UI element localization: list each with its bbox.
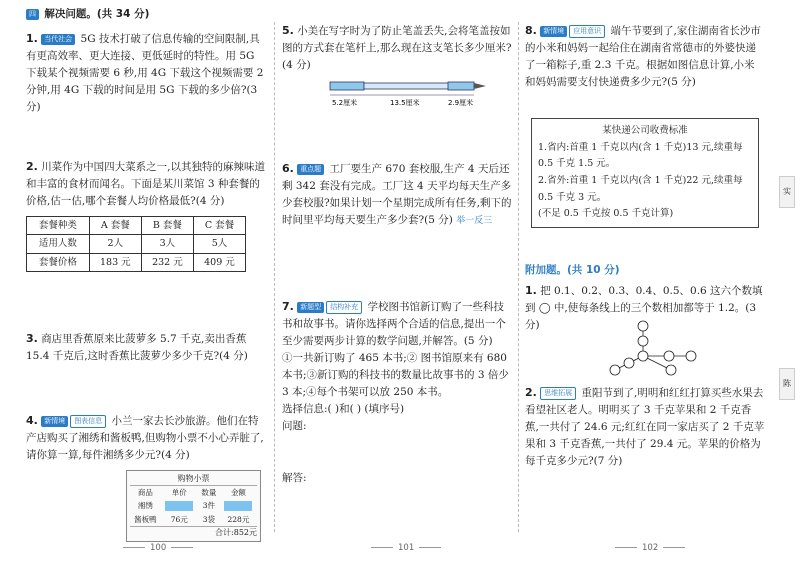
right-page: [525, 0, 765, 566]
blank-circle[interactable]: [664, 351, 674, 361]
length-label: 5.2厘米: [332, 99, 358, 107]
receipt-total: 合计:852元: [130, 526, 257, 539]
info-list: ①一共新订购了 465 本书;② 图书馆原来有 680 本书;③新订购的科技书的数量比故事书的 3 倍少 3 本;④每个书架可以放 250 本书。: [282, 352, 509, 398]
receipt-table: 商品 单价 数量 金额 湘绣 3件 酱板鸭 76元 3袋 228元: [130, 486, 257, 526]
stain-mark: [224, 501, 252, 511]
table-row: 湘绣 3件: [130, 499, 257, 512]
question-text: 小兰一家去长沙旅游。他们在特产店购买了湘绣和酱板鸭,但购物小票不小心弄脏了,请你算一算,每件湘绣多少元?(4 分): [26, 415, 264, 461]
question-text: 学校图书馆新订购了一些科技书和故事书。请你选择两个合适的信息,提出一个至少需要两步计算的数学问题,并解答。(5 分): [282, 301, 506, 347]
shipping-fee-box: [531, 118, 759, 228]
middle-page: [282, 0, 512, 566]
question-tag: 当代社会: [41, 34, 75, 45]
blank-circle[interactable]: [624, 358, 634, 368]
bonus-section-title: 附加题。(共 10 分): [525, 264, 620, 276]
question-3: 3. 商店里香蕉原来比菠萝多 5.7 千克,卖出香蕉 15.4 千克后,这时香蕉比菠萝少多少千克?(4 分): [26, 332, 248, 362]
blank-circle[interactable]: [638, 336, 648, 346]
fee-rule: 2.省外:首重 1 千克以内(含 1 千克)22 元,续重每 0.5 千克 3 元。: [538, 174, 743, 203]
side-tab[interactable]: 实: [779, 176, 795, 208]
practice-link[interactable]: 举一反三: [456, 216, 493, 226]
question-8: 8. 新情境 应用意识 端午节要到了,家住湖南省长沙市的小米和妈妈一起给住在湖南省常德市的外婆快递了一箱粽子,重 2.3 千克。根据如图信息计算,小米和妈妈需要支付快递费多少元?(5 分): [525, 24, 761, 88]
question-tag: 图表信息: [70, 415, 106, 428]
question-4: 4. 新情境 图表信息 小兰一家去长沙旅游。他们在特产店购买了湘绣和酱板鸭,但购物小票不小心弄脏了,请你算一算,每件湘绣多少元?(4 分): [26, 414, 264, 461]
question-5: 5. 小美在写字时为了防止笔盖丢失,会将笔盖按如图的方式套在笔杆上,那么现在这支笔长多少厘米?(4 分): [282, 24, 512, 71]
bonus-question-2: 2. 思维拓展 重阳节到了,明明和红红打算买些水果去看望社区老人。明明买了 3 千克苹果和 2 千克香蕉,一共付了 24.6 元;红红在同一家店买了 2 千克苹果和 3 千克香蕉,一共付了 29.4 元。苹果的价格为每千克多少元?(7 分): [525, 386, 765, 467]
section-heading: [26, 6, 266, 23]
table-row: 适用人数 2人 3人 5人: [27, 235, 246, 253]
pen-cap: [330, 82, 364, 90]
question-text: 川菜作为中国四大菜系之一,以其独特的麻辣味道和丰富的食材而闻名。下面是某川菜馆 3 种套餐的价格,估一估,哪个套餐人均价格最低?(4 分): [26, 161, 266, 207]
table-header: B 套餐: [141, 217, 193, 235]
question-label: 问题:: [282, 420, 307, 432]
section-title: 解决问题。(共 34 分): [44, 8, 150, 20]
question-text: 重阳节到了,明明和红红打算买些水果去看望社区老人。明明买了 3 千克苹果和 2 千克香蕉,一共付了 24.6 元;红红在同一家店买了 2 千克苹果和 3 千克香蕉,一共付了 29.4 元。苹果的价格为每千克多少元?(7 分): [525, 387, 765, 467]
blank-circle[interactable]: [610, 365, 620, 375]
question-text: 端午节要到了,家住湖南省长沙市的小米和妈妈一起给住在湖南省常德市的外婆快递了一箱粽子,重 2.3 千克。根据如图信息计算,小米和妈妈需要支付快递费多少元?(5 分): [525, 25, 761, 88]
blank-circle[interactable]: [666, 365, 676, 375]
blank-circle[interactable]: [686, 351, 696, 361]
side-tab[interactable]: 陈: [779, 368, 795, 400]
receipt-title: 购物小票: [130, 473, 257, 486]
question-text: 小美在写字时为了防止笔盖丢失,会将笔盖按如图的方式套在笔杆上,那么现在这支笔长多少厘米?(4 分): [282, 25, 512, 71]
question-6: 6. 重点题 工厂要生产 670 套校服,生产 4 天后还剩 342 套没有完成。工厂这 4 天平均每天生产多少套校服?如果计划一个星期完成所有任务,剩下的时间里平均每天要生产多少套?(5 分) 举一反三: [282, 162, 512, 226]
page-number: 100: [118, 543, 198, 553]
answer-label: 解答:: [282, 472, 307, 484]
question-tag: 新情境: [540, 26, 567, 37]
table-header: 套餐种类: [27, 217, 90, 235]
question-2: 2. 川菜作为中国四大菜系之一,以其独特的麻辣味道和丰富的食材而闻名。下面是某川菜馆 3 种套餐的价格,估一估,哪个套餐人均价格最低?(4 分) 套餐种类 A 套餐 B 套餐 C 套餐 适用人数 2人 3人 5人 套餐价格 183 元 232 元 409 元: [26, 158, 266, 272]
blank-circle[interactable]: [638, 321, 648, 331]
table-header: C 套餐: [193, 217, 245, 235]
fee-rule: (不足 0.5 千克按 0.5 千克计算): [538, 208, 674, 220]
table-row: 酱板鸭 76元 3袋 228元: [134, 514, 250, 524]
question-tag: 思维拓展: [540, 387, 576, 400]
section-number-badge: 四: [26, 9, 39, 20]
question-text: 5G 技术打破了信息传输的空间限制,具有更高效率、更大连接、更低延时的特性。用 5G 下载某个视频需要 6 秒,用 4G 下载这个视频需要 2 分钟,用 4G 下载的时间是用 5G 下载的多少倍?(3 分): [26, 33, 264, 113]
question-tag: 新情境: [41, 416, 68, 427]
left-page: [26, 0, 266, 566]
select-info-line[interactable]: 选择信息:( )和( ) (填序号): [282, 403, 405, 415]
question-text: 工厂要生产 670 套校服,生产 4 天后还剩 342 套没有完成。工厂这 4 天平均每天生产多少套校服?如果计划一个星期完成所有任务,剩下的时间里平均每天要生产多少套?(5 分): [282, 163, 512, 226]
page-number: 101: [366, 543, 446, 553]
question-tag: 结构补充: [326, 301, 362, 314]
page-number: 102: [610, 543, 690, 553]
set-meal-table: [26, 216, 246, 272]
question-tag: 重点题: [297, 164, 324, 175]
circle-diagram: [585, 318, 705, 382]
question-tag: 新题型: [297, 302, 324, 313]
question-text: 把 0.1、0.2、0.3、0.4、0.5、0.6 这六个数填到 ◯ 中,使每条线上的三个数相加都等于 1.2。(3 分): [525, 285, 763, 331]
stain-mark: [165, 501, 193, 511]
page-divider: [274, 22, 275, 532]
question-text: 商店里香蕉原来比菠萝多 5.7 千克,卖出香蕉 15.4 千克后,这时香蕉比菠萝少多少千克?(4 分): [26, 333, 248, 362]
length-label: 13.5厘米: [390, 99, 420, 107]
question-1: 1. 当代社会 5G 技术打破了信息传输的空间限制,具有更高效率、更大连接、更低延时的特性。用 5G 下载某个视频需要 6 秒,用 4G 下载这个视频需要 2 分钟,用 4G 下载的时间是用 5G 下载的多少倍?(3 分): [26, 32, 264, 113]
question-tag: 应用意识: [569, 25, 605, 38]
length-label: 2.9厘米: [448, 99, 474, 107]
box-title: 某快递公司收费标准: [602, 125, 688, 136]
question-7: 7. 新题型 结构补充 学校图书馆新订购了一些科技书和故事书。请你选择两个合适的信息,提出一个至少需要两步计算的数学问题,并解答。(5 分) ①一共新订购了 465 本书;② 图书馆原来有 680 本书;③新订购的科技书的数量比故事书的 3 倍少 3 本;④每个书架可以放 250 本书。 选择信息:( )和( ) (填序号) 问题:: [282, 298, 512, 435]
bonus-question-1: 1. 把 0.1、0.2、0.3、0.4、0.5、0.6 这六个数填到 ◯ 中,使每条线上的三个数相加都等于 1.2。(3 分): [525, 284, 763, 331]
table-row: 套餐价格 183 元 232 元 409 元: [27, 253, 246, 271]
pen-diagram: [328, 78, 508, 108]
shopping-receipt: [126, 470, 261, 542]
table-header: A 套餐: [89, 217, 141, 235]
pen-cap-on-barrel: [448, 82, 474, 90]
pen-tip: [474, 83, 486, 89]
fee-rule: 1.省内:首重 1 千克以内(含 1 千克)13 元,续重每 0.5 千克 1.5 元。: [538, 141, 743, 170]
blank-circle[interactable]: [638, 351, 648, 361]
page-divider: [518, 22, 519, 532]
